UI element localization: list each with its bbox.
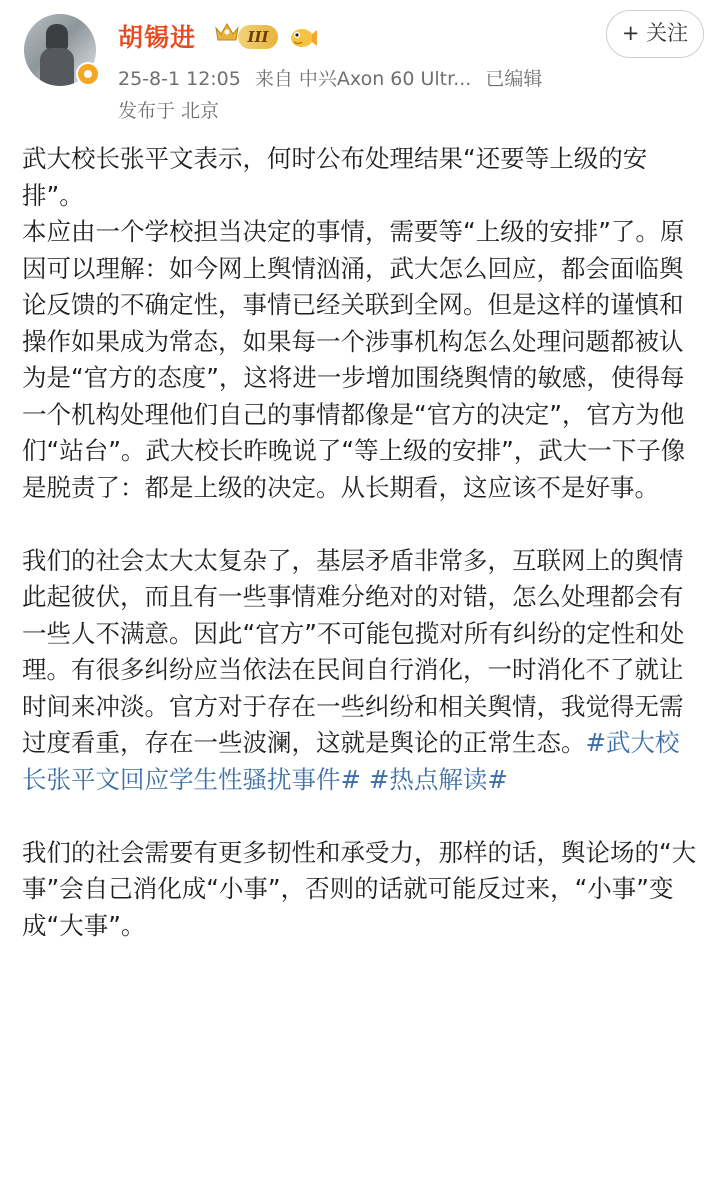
author-name[interactable]: 胡锡进 — [118, 23, 197, 52]
post-meta — [118, 64, 556, 91]
crown-icon — [214, 20, 240, 44]
post-paragraph-3: 我们的社会需要有更多韧性和承受力，那样的话，舆论场的“大事”会自己消化成“小事”，否则的话就可能反过来，“小事”变成“大事”。 — [22, 837, 697, 940]
post-paragraph-2 — [22, 543, 702, 799]
post-timestamp: 25-8-1 12:05 — [118, 68, 241, 90]
edited-label[interactable]: 已编辑 — [485, 68, 543, 90]
post-paragraph-1: 本应由一个学校担当决定的事情，需要等“上级的安排”了。原因可以理解：如今网上舆情汹涌，武大怎么回应，都会面临舆论反馈的不确定性，事情已经关联到全网。但是这样的谨慎和操作如果成为常态，如果每一个涉事机构怎么处理问题都被认为是“官方的态度”，这将进一步增加围绕舆情的敏感，使得每一个机构处理他们自己的事情都像是“官方的决定”，官方为他们“站台”。武大校长昨晚说了“等上级的安排”，武大一下子像是脱责了：都是上级的决定。从长期看，这应该不是好事。 — [22, 217, 686, 502]
level-badge: III — [238, 25, 278, 49]
post-body — [22, 141, 702, 944]
post-paragraph-2-text: 我们的社会太大太复杂了，基层矛盾非常多，互联网上的舆情此起彼伏，而且有一些事情难分绝对的对错，怎么处理都会有一些人不满意。因此“官方”不可能包揽对所有纠纷的定性和处理。有很多纠纷应当依法在民间自行消化，一时消化不了就让时间来冲淡。官方对于存在一些纠纷和相关舆情，我觉得无需过度看重，存在一些波澜，这就是舆论的正常生态。 — [22, 545, 685, 757]
verified-badge-icon — [76, 62, 100, 86]
post-location: 发布于 北京 — [118, 100, 220, 122]
post-source[interactable]: 来自 中兴Axon 60 Ultr... — [254, 68, 472, 90]
post-text-line1: 武大校长张平文表示，何时公布处理结果“还要等上级的安排”。 — [22, 144, 648, 210]
pufferfish-icon — [288, 22, 318, 52]
hashtag-link[interactable]: #热点解读# — [368, 764, 508, 794]
follow-button[interactable]: + 关注 — [606, 10, 704, 58]
hashtag-link[interactable]: #武大校长张平文回应学生性骚扰事件# — [22, 728, 680, 794]
post-header — [0, 0, 720, 130]
